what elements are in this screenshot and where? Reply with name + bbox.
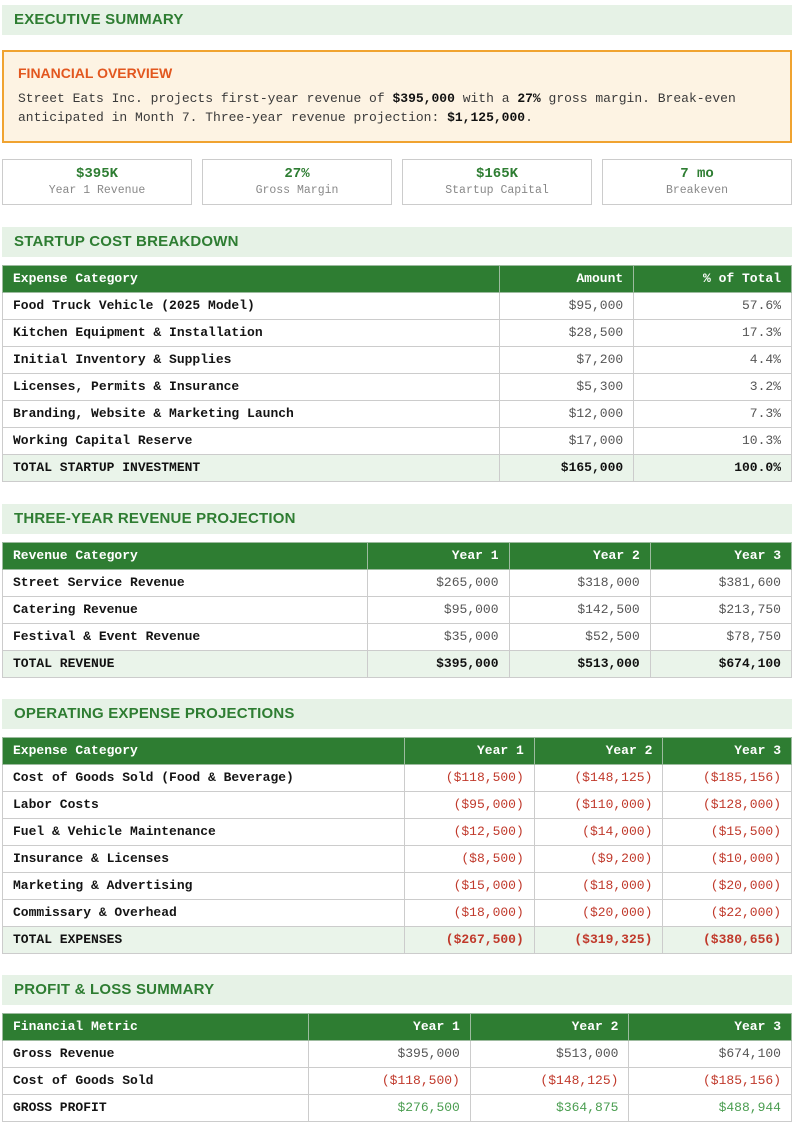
row-label: Catering Revenue <box>3 597 368 624</box>
column-header: Year 3 <box>629 1014 792 1041</box>
cell-value: $95,000 <box>367 597 509 624</box>
cell-value: ($8,500) <box>405 846 534 873</box>
column-header: % of Total <box>634 266 792 293</box>
metric-value: 7 mo <box>680 166 714 182</box>
table-header-row <box>3 266 792 293</box>
column-header: Year 2 <box>534 738 663 765</box>
cell-value: 4.4% <box>634 347 792 374</box>
row-label: Initial Inventory & Supplies <box>3 347 500 374</box>
row-label: Festival & Event Revenue <box>3 624 368 651</box>
cell-value: $364,875 <box>470 1095 629 1122</box>
cell-value: ($20,000) <box>663 873 792 900</box>
table-row <box>3 570 792 597</box>
section-title-profit-loss: PROFIT & LOSS SUMMARY <box>2 975 792 1005</box>
row-label: GROSS PROFIT <box>3 1095 309 1122</box>
metric-card-year1-revenue <box>2 159 192 205</box>
cell-value: 3.2% <box>634 374 792 401</box>
row-label: Street Service Revenue <box>3 570 368 597</box>
table-row <box>3 320 792 347</box>
column-header: Year 2 <box>470 1014 629 1041</box>
metric-label: Year 1 Revenue <box>48 184 146 197</box>
table-row <box>3 1068 792 1095</box>
row-label: Fuel & Vehicle Maintenance <box>3 819 405 846</box>
cell-value: ($22,000) <box>663 900 792 927</box>
column-header: Financial Metric <box>3 1014 309 1041</box>
revenue-projection-table <box>2 542 792 678</box>
row-label: Food Truck Vehicle (2025 Model) <box>3 293 500 320</box>
section-title-operating-expenses: OPERATING EXPENSE PROJECTIONS <box>2 699 792 729</box>
cell-value: ($148,125) <box>534 765 663 792</box>
table-row <box>3 873 792 900</box>
financial-overview-title: FINANCIAL OVERVIEW <box>18 65 173 81</box>
table-row <box>3 293 792 320</box>
table-row <box>3 846 792 873</box>
cell-value: $7,200 <box>500 347 634 374</box>
cell-value: ($118,500) <box>405 765 534 792</box>
row-label: Working Capital Reserve <box>3 428 500 455</box>
cell-value: $318,000 <box>509 570 650 597</box>
column-header: Year 2 <box>509 543 650 570</box>
cell-value: $674,100 <box>650 651 791 678</box>
cell-value: ($95,000) <box>405 792 534 819</box>
cell-value: $395,000 <box>367 651 509 678</box>
column-header: Year 1 <box>367 543 509 570</box>
metric-card-breakeven <box>602 159 792 205</box>
cell-value: ($15,500) <box>663 819 792 846</box>
cell-value: ($185,156) <box>629 1068 792 1095</box>
column-header: Expense Category <box>3 738 405 765</box>
table-row <box>3 428 792 455</box>
cell-value: ($20,000) <box>534 900 663 927</box>
cell-value: $52,500 <box>509 624 650 651</box>
financial-overview-text: Street Eats Inc. projects first-year revenue of $395,000 with a 27% gross margin. Break-even anticipated in Month 7. Three-year revenue projection: $1,125,000. <box>18 91 736 125</box>
table-row <box>3 900 792 927</box>
cell-value: 7.3% <box>634 401 792 428</box>
row-label: Commissary & Overhead <box>3 900 405 927</box>
metric-card-gross-margin <box>202 159 392 205</box>
cell-value: $276,500 <box>309 1095 471 1122</box>
cell-value: 100.0% <box>634 455 792 482</box>
cell-value: $265,000 <box>367 570 509 597</box>
table-row <box>3 347 792 374</box>
column-header: Year 3 <box>650 543 791 570</box>
cell-value: ($148,125) <box>470 1068 629 1095</box>
table-total-row <box>3 455 792 482</box>
row-label: Insurance & Licenses <box>3 846 405 873</box>
table-row <box>3 374 792 401</box>
row-label: Licenses, Permits & Insurance <box>3 374 500 401</box>
cell-value: $78,750 <box>650 624 791 651</box>
cell-value: $28,500 <box>500 320 634 347</box>
table-row <box>3 765 792 792</box>
table-header-row <box>3 738 792 765</box>
cell-value: 57.6% <box>634 293 792 320</box>
cell-value: $12,000 <box>500 401 634 428</box>
cell-value: $381,600 <box>650 570 791 597</box>
column-header: Year 1 <box>309 1014 471 1041</box>
row-label: Cost of Goods Sold (Food & Beverage) <box>3 765 405 792</box>
cell-value: $513,000 <box>470 1041 629 1068</box>
cell-value: ($18,000) <box>534 873 663 900</box>
cell-value: $488,944 <box>629 1095 792 1122</box>
cell-value: ($110,000) <box>534 792 663 819</box>
cell-value: $213,750 <box>650 597 791 624</box>
table-row <box>3 401 792 428</box>
row-label: TOTAL STARTUP INVESTMENT <box>3 455 500 482</box>
cell-value: $395,000 <box>309 1041 471 1068</box>
cell-value: $95,000 <box>500 293 634 320</box>
row-label: Cost of Goods Sold <box>3 1068 309 1095</box>
metric-label: Gross Margin <box>255 184 339 197</box>
column-header: Year 3 <box>663 738 792 765</box>
metric-value: $395K <box>75 166 118 182</box>
table-total-row <box>3 927 792 954</box>
cell-value: ($319,325) <box>534 927 663 954</box>
cell-value: $674,100 <box>629 1041 792 1068</box>
cell-value: ($380,656) <box>663 927 792 954</box>
column-header: Revenue Category <box>3 543 368 570</box>
row-label: TOTAL EXPENSES <box>3 927 405 954</box>
cell-value: ($14,000) <box>534 819 663 846</box>
section-title-revenue-projection: THREE-YEAR REVENUE PROJECTION <box>2 504 792 534</box>
profit-loss-table <box>2 1013 792 1122</box>
metric-value: 27% <box>284 166 310 182</box>
key-metrics-row <box>2 159 792 205</box>
row-label: Branding, Website & Marketing Launch <box>3 401 500 428</box>
table-row <box>3 819 792 846</box>
metric-label: Startup Capital <box>445 184 549 197</box>
cell-value: $35,000 <box>367 624 509 651</box>
cell-value: 17.3% <box>634 320 792 347</box>
cell-value: ($12,500) <box>405 819 534 846</box>
row-label: Gross Revenue <box>3 1041 309 1068</box>
metric-label: Breakeven <box>665 184 729 197</box>
table-row <box>3 597 792 624</box>
cell-value: ($185,156) <box>663 765 792 792</box>
row-label: Kitchen Equipment & Installation <box>3 320 500 347</box>
operating-expense-table <box>2 737 792 954</box>
table-row <box>3 792 792 819</box>
metric-value: $165K <box>475 166 518 182</box>
row-label: TOTAL REVENUE <box>3 651 368 678</box>
cell-value: ($267,500) <box>405 927 534 954</box>
cell-value: ($118,500) <box>309 1068 471 1095</box>
cell-value: $17,000 <box>500 428 634 455</box>
financial-overview-callout <box>2 50 792 143</box>
startup-cost-table <box>2 265 792 482</box>
cell-value: $165,000 <box>500 455 634 482</box>
column-header: Amount <box>500 266 634 293</box>
metric-card-startup-capital <box>402 159 592 205</box>
cell-value: ($128,000) <box>663 792 792 819</box>
row-label: Labor Costs <box>3 792 405 819</box>
cell-value: ($15,000) <box>405 873 534 900</box>
table-row <box>3 624 792 651</box>
cell-value: $5,300 <box>500 374 634 401</box>
cell-value: $142,500 <box>509 597 650 624</box>
column-header: Expense Category <box>3 266 500 293</box>
cell-value: ($18,000) <box>405 900 534 927</box>
cell-value: $513,000 <box>509 651 650 678</box>
section-title-startup-cost-breakdown: STARTUP COST BREAKDOWN <box>2 227 792 257</box>
table-row <box>3 1095 792 1122</box>
column-header: Year 1 <box>405 738 534 765</box>
cell-value: ($9,200) <box>534 846 663 873</box>
table-row <box>3 1041 792 1068</box>
section-title-executive-summary: EXECUTIVE SUMMARY <box>2 5 792 35</box>
table-header-row <box>3 543 792 570</box>
table-total-row <box>3 651 792 678</box>
cell-value: ($10,000) <box>663 846 792 873</box>
table-header-row <box>3 1014 792 1041</box>
row-label: Marketing & Advertising <box>3 873 405 900</box>
cell-value: 10.3% <box>634 428 792 455</box>
